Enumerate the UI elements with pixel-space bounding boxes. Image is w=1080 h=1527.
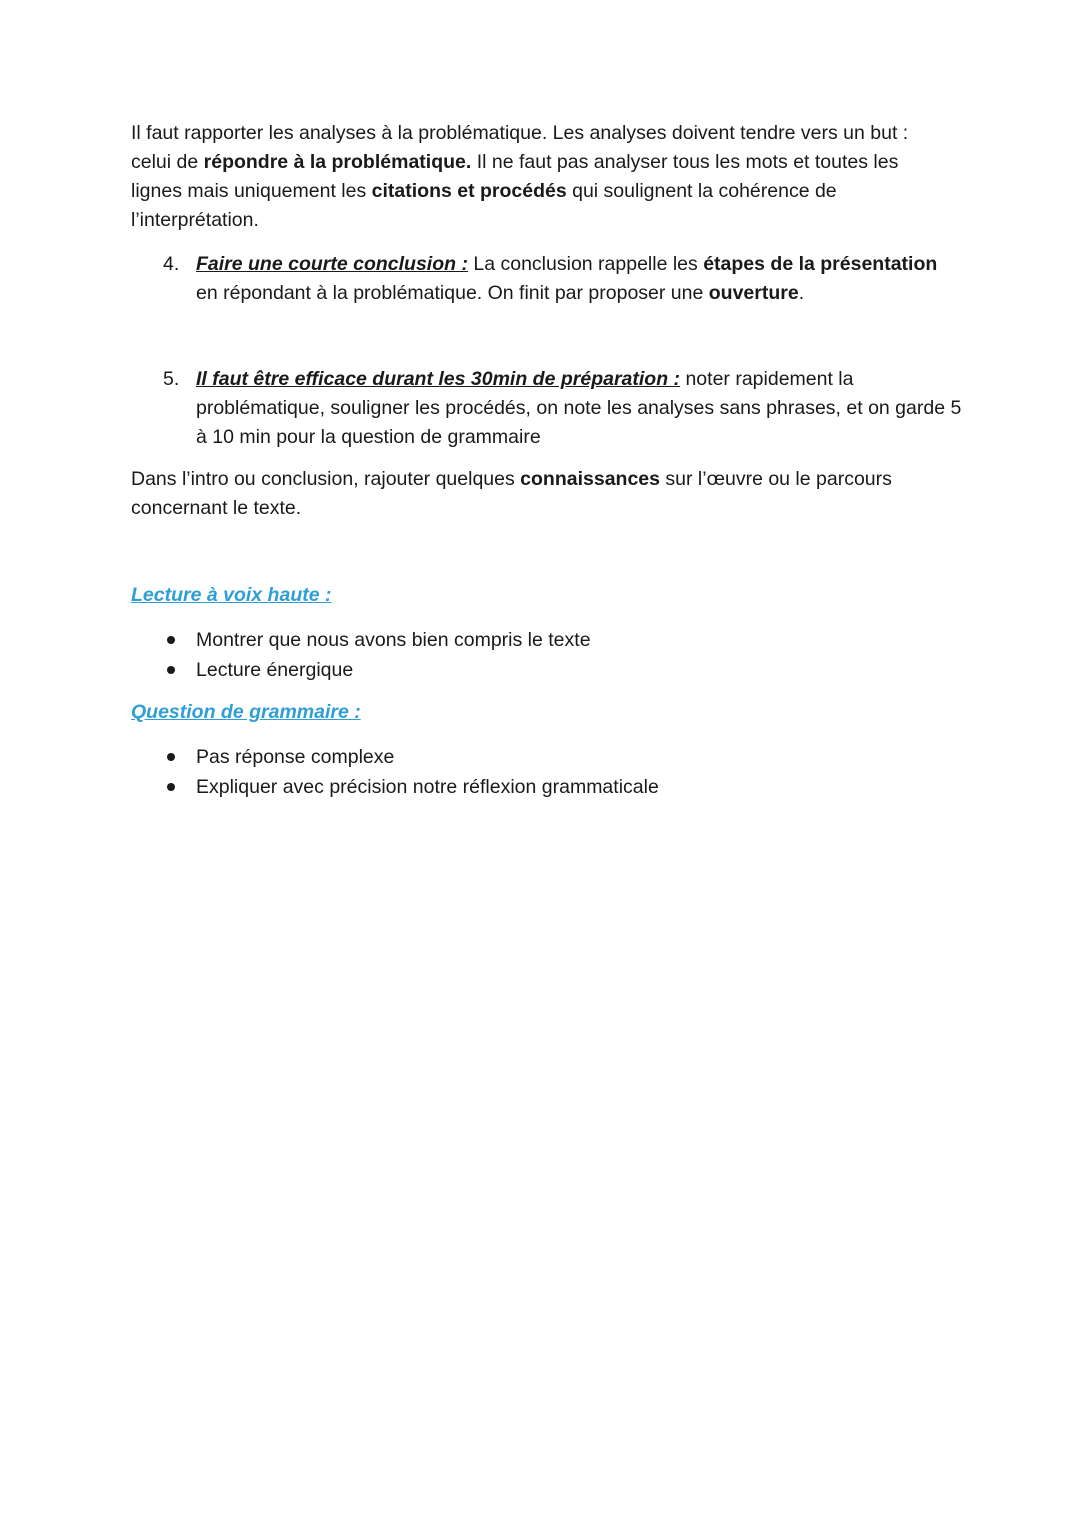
list-item-5 [163,365,963,452]
bullet-text: Lecture énergique [196,659,354,681]
list-item-4-body [196,250,963,308]
bullet-text: Expliquer avec précision notre réflexion grammaticale [196,776,659,798]
list-item [163,625,591,655]
intro-text-1: Il faut rapporter les analyses à la problématique. Les analyses doivent tendre vers un but : celui de [131,122,909,173]
grammar-section-heading: Question de grammaire : [131,701,361,723]
list-item-4-title: Faire une courte conclusion : [196,253,468,275]
bullet-text: Montrer que nous avons bien compris le texte [196,629,591,651]
list-item-5-body [196,365,963,452]
bullet-icon [167,783,175,791]
list-item [163,655,591,685]
reading-bullet-list [163,625,591,685]
list-number-4: 4. [163,253,180,275]
knowledge-text-1: Dans l’intro ou conclusion, rajouter quelques [131,468,521,490]
item5-text-1: noter rapidement la problématique, souligner les procédés, on note les analyses sans phrases, et on garde 5 à 10 min pour la question de grammaire [196,368,962,448]
list-item [163,742,659,772]
intro-bold-2: citations et procédés [371,180,567,202]
bullet-icon [167,666,175,674]
intro-text-2: Il ne faut pas analyser tous les mots et toutes les lignes mais uniquement les [131,151,899,202]
list-item-5-title: Il faut être efficace durant les 30min de préparation : [196,368,681,390]
bullet-text: Pas réponse complexe [196,746,395,768]
list-item-4 [163,250,963,308]
item4-bold-2: ouverture [708,282,799,304]
item4-bold-1: étapes de la présentation [703,253,938,275]
list-item [163,772,659,802]
reading-section-heading: Lecture à voix haute : [131,584,332,606]
grammar-bullet-list [163,742,659,802]
intro-paragraph [131,119,951,235]
intro-text-3: qui soulignent la cohérence de l’interprétation. [131,180,837,231]
knowledge-paragraph [131,465,951,523]
item4-text-3: . [798,282,805,304]
list-number-5: 5. [163,368,180,390]
intro-bold-1: répondre à la problématique. [203,151,472,173]
knowledge-text-2: sur l’œuvre ou le parcours concernant le texte. [131,468,892,519]
item4-text-1: La conclusion rappelle les [467,253,704,275]
bullet-icon [167,636,175,644]
item4-text-2: en répondant à la problématique. On finit par proposer une [196,282,709,304]
bullet-icon [167,753,175,761]
knowledge-bold-1: connaissances [520,468,660,490]
